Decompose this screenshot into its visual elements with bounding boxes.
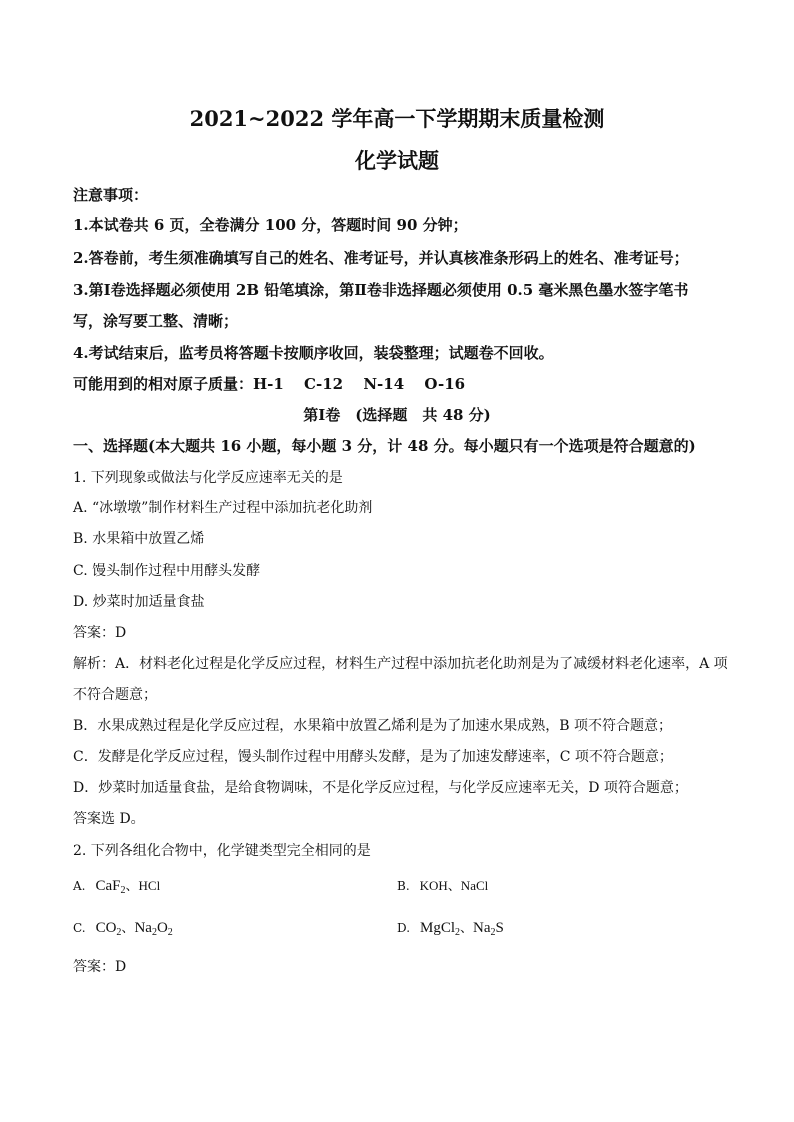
- formula: $Na_2O_2$: [134, 920, 173, 938]
- option-letter: A.: [73, 879, 86, 893]
- section-instruction: 一、选择题(本大题共 16 小题，每小题 3 分，计 48 分。每小题只有一个选项是符合题意的): [73, 437, 696, 455]
- q1-analysis-line: B．水果成熟过程是化学反应过程，水果箱中放置乙烯利是为了加速水果成熟，B 项不符合题意；: [73, 718, 673, 734]
- formula: KOH、NaCl: [419, 878, 489, 893]
- option-letter: D.: [397, 921, 411, 935]
- notice-item-4: 4.考试结束后，监考员将答题卡按顺序收回，装袋整理；试题卷不回收。: [73, 344, 554, 362]
- q1-analysis-line: C．发酵是化学反应过程，馒头制作过程中用酵头发酵，是为了加速发酵速率，C 项不符合题意；: [73, 749, 673, 765]
- option-letter: B.: [397, 879, 410, 893]
- option-letter: C.: [73, 921, 86, 935]
- q2-option-c: C. $CO_2$、$Na_2O_2$: [73, 920, 173, 938]
- q1-analysis-line: 不符合题意；: [73, 687, 157, 703]
- exam-subject: 化学试题: [355, 148, 439, 173]
- formula: CaF$_2$: [95, 878, 126, 896]
- q1-analysis-line: D．炒菜时加适量食盐，是给食物调味，不是化学反应过程，与化学反应速率无关，D 项符合题意；: [73, 780, 688, 796]
- q2-option-b: [397, 875, 488, 898]
- q2-option-a: A. CaF$_2$、HCl: [73, 878, 161, 896]
- formula: MgCl$_2$: [420, 920, 461, 938]
- notice-heading: 注意事项：: [73, 186, 149, 204]
- notice-item-1: 1.本试卷共 6 页，全卷满分 100 分，答题时间 90 分钟；: [73, 216, 468, 234]
- notice-item-3-cont: 写，涂写要工整、清晰；: [73, 312, 239, 330]
- q2-stem: 2. 下列各组化合物中，化学键类型完全相同的是: [73, 843, 371, 859]
- q1-analysis-line: 解析：A．材料老化过程是化学反应过程，材料生产过程中添加抗老化助剂是为了减缓材料老化速率，A 项: [73, 656, 728, 672]
- q1-option-c: C. 馒头制作过程中用酵头发酵: [73, 563, 261, 579]
- formula: $Na_2S$: [473, 920, 504, 938]
- formula: $CO_2$: [95, 920, 122, 938]
- atomic-masses: 可能用到的相对原子质量：H-1 C-12 N-14 O-16: [73, 375, 466, 393]
- q1-option-b: B. 水果箱中放置乙烯: [73, 531, 205, 547]
- notice-item-3: 3.第Ⅰ卷选择题必须使用 2B 铅笔填涂，第Ⅱ卷非选择题必须使用 0.5 毫米黑色墨水签字笔书: [73, 281, 689, 299]
- q1-answer: 答案：D: [73, 625, 127, 641]
- exam-title: 2021~2022 学年高一下学期期末质量检测: [189, 106, 605, 131]
- q1-stem: 1. 下列现象或做法与化学反应速率无关的是: [73, 470, 343, 486]
- q2-answer: 答案：D: [73, 959, 127, 975]
- q1-analysis-conclusion: 答案选 D。: [73, 811, 145, 827]
- section-heading: 第Ⅰ卷 (选择题 共 48 分): [303, 406, 491, 424]
- q1-option-a: A. “冰墩墩”制作材料生产过程中添加抗老化助剂: [73, 500, 373, 516]
- q1-option-d: D. 炒菜时加适量食盐: [73, 594, 205, 610]
- notice-item-2: 2.答卷前，考生须准确填写自己的姓名、准考证号，并认真核准条形码上的姓名、准考证号；: [73, 249, 689, 267]
- q2-option-d: D. MgCl$_2$、$Na_2S$: [397, 920, 504, 938]
